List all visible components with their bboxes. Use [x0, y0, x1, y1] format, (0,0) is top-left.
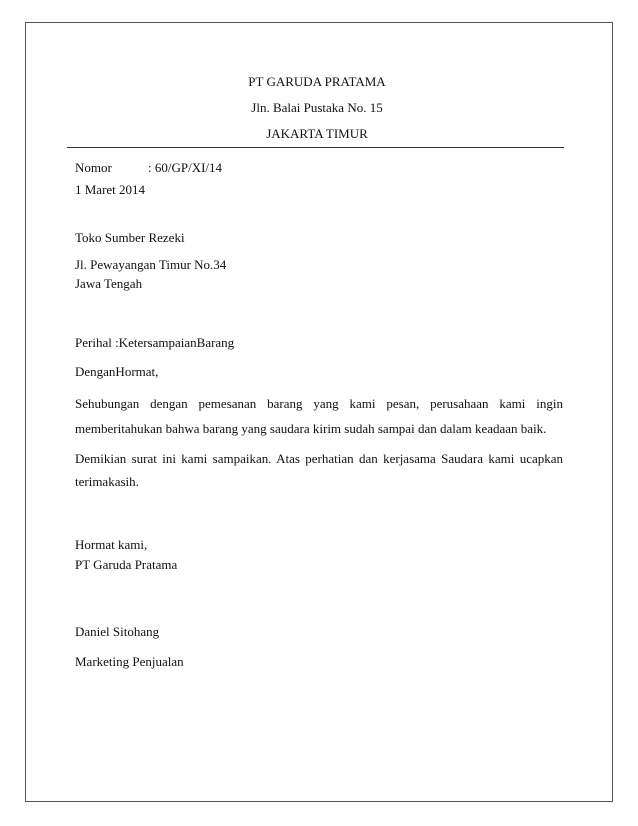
letter-subject: Perihal :KetersampaianBarang — [75, 335, 235, 350]
letterhead-divider — [67, 147, 564, 148]
recipient-street: Jl. Pewayangan Timur No.34 — [75, 257, 227, 272]
closing-company: PT Garuda Pratama — [75, 557, 178, 572]
body-paragraph-2-line-2: terimakasih. — [75, 474, 139, 489]
body-paragraph-2-line-1: Demikian surat ini kami sampaikan. Atas perhatian dan kerjasama Saudara kami ucapkan — [75, 451, 563, 466]
nomor-label: Nomor — [75, 160, 112, 175]
recipient-name: Toko Sumber Rezeki — [75, 230, 185, 245]
signer-title: Marketing Penjualan — [75, 654, 184, 669]
nomor-value: : 60/GP/XI/14 — [148, 160, 223, 175]
signer-name: Daniel Sitohang — [75, 624, 160, 639]
body-paragraph-1-line-2: memberitahukan bahwa barang yang saudara kirim sudah sampai dan dalam keadaan baik. — [75, 421, 547, 436]
letter-salutation: DenganHormat, — [75, 364, 159, 379]
letter-date: 1 Maret 2014 — [75, 182, 146, 197]
recipient-region: Jawa Tengah — [75, 276, 143, 291]
closing-greeting: Hormat kami, — [75, 537, 148, 552]
letterhead-city: JAKARTA TIMUR — [266, 126, 368, 141]
letterhead-company: PT GARUDA PRATAMA — [248, 74, 386, 89]
letterhead-address: Jln. Balai Pustaka No. 15 — [251, 100, 383, 115]
body-paragraph-1-line-1: Sehubungan dengan pemesanan barang yang kami pesan, perusahaan kami ingin — [75, 396, 563, 411]
